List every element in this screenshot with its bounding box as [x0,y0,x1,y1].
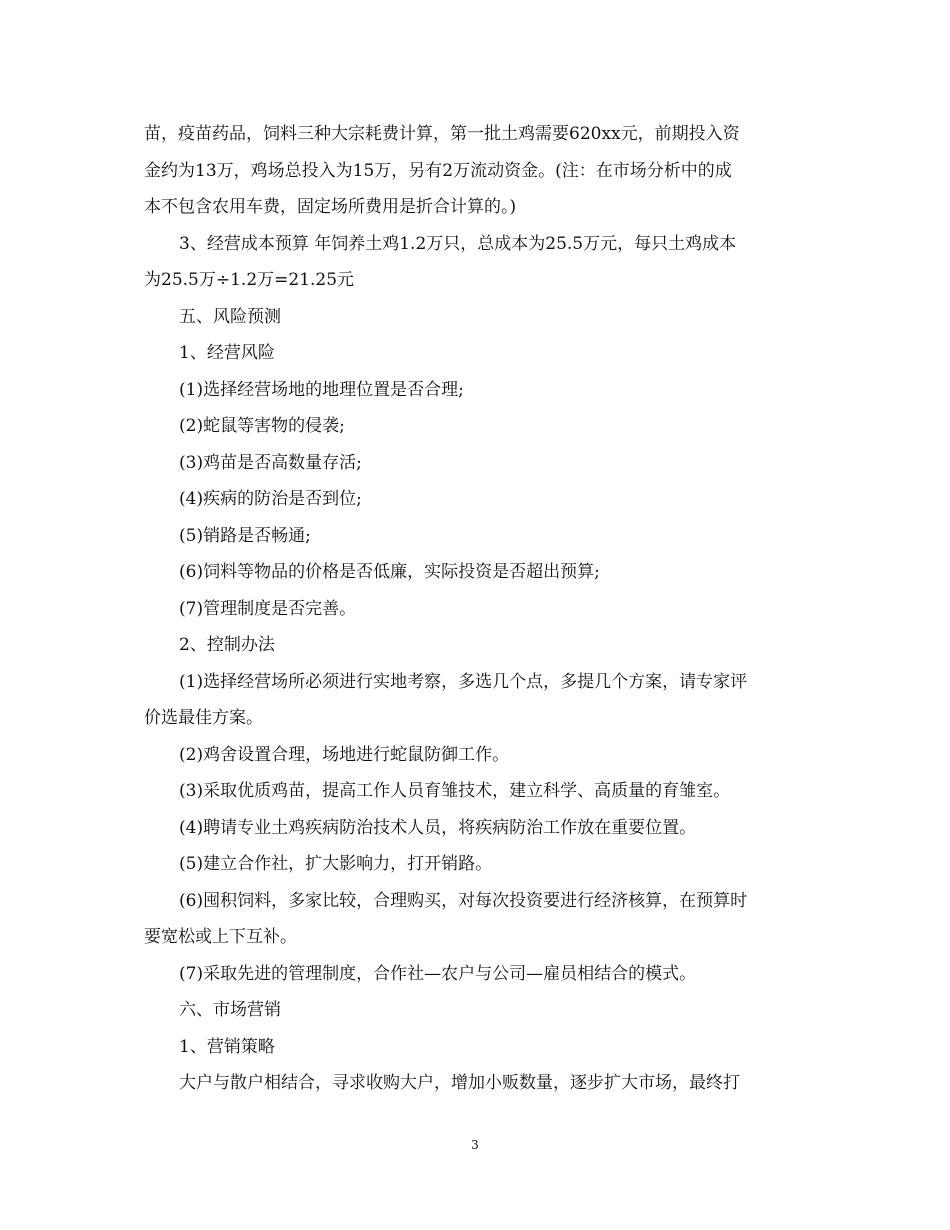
list-item: (3)鸡苗是否高数量存活; [179,452,362,473]
page-number: 3 [471,1138,479,1152]
list-item: (5)建立合作社，扩大影响力，打开销路。 [179,854,493,874]
list-item: (1)选择经营场所必须进行实地考察，多选几个点，多提几个方案，请专家评 [179,671,748,692]
list-item: (3)采取优质鸡苗，提高工作人员育雏技术，建立科学、高质量的育雏室。 [179,781,731,801]
body-line: 大户与散户相结合，寻求收购大户，增加小贩数量，逐步扩大市场，最终打 [179,1073,740,1093]
list-item: (7)管理制度是否完善。 [179,598,357,619]
body-line: 金约为13万，鸡场总投入为15万，另有2万流动资金。(注：在市场分析中的成 [144,160,732,181]
list-item: (4)聘请专业土鸡疾病防治技术人员，将疾病防治工作放在重要位置。 [179,817,697,838]
list-item: (2)蛇鼠等害物的侵袭; [179,416,345,436]
body-line: 苗，疫苗药品，饲料三种大宗耗费计算，第一批土鸡需要620xx元，前期投入资 [144,124,740,144]
subsection-heading: 2、控制办法 [179,635,275,655]
list-item: (6)饲料等物品的价格是否低廉，实际投资是否超出预算; [179,562,600,582]
body-line: 为25.5万÷1.2万=21.25元 [144,270,355,290]
body-line: 本不包含农用车费，固定场所费用是折合计算的。) [144,197,517,217]
list-item: (2)鸡舍设置合理，场地进行蛇鼠防御工作。 [179,744,510,765]
section-heading: 五、风险预测 [179,306,281,327]
list-item: (1)选择经营场地的地理位置是否合理; [179,379,464,400]
list-item: (7)采取先进的管理制度，合作社—农户与公司—雇员相结合的模式。 [179,963,697,984]
list-item: (4)疾病的防治是否到位; [179,489,362,509]
list-item-continuation: 价选最佳方案。 [144,708,263,728]
list-item: (5)销路是否畅通; [179,525,311,546]
document-body [144,116,806,1102]
subsection-heading: 1、营销策略 [179,1036,275,1057]
list-item-continuation: 要宽松或上下互补。 [144,927,297,947]
section-heading: 六、市场营销 [179,1000,281,1020]
body-line: 3、经营成本预算 年饲养土鸡1.2万只，总成本为25.5万元，每只土鸡成本 [179,233,737,254]
list-item: (6)囤积饲料，多家比较，合理购买，对每次投资要进行经济核算，在预算时 [179,890,748,911]
subsection-heading: 1、经营风险 [179,343,275,363]
